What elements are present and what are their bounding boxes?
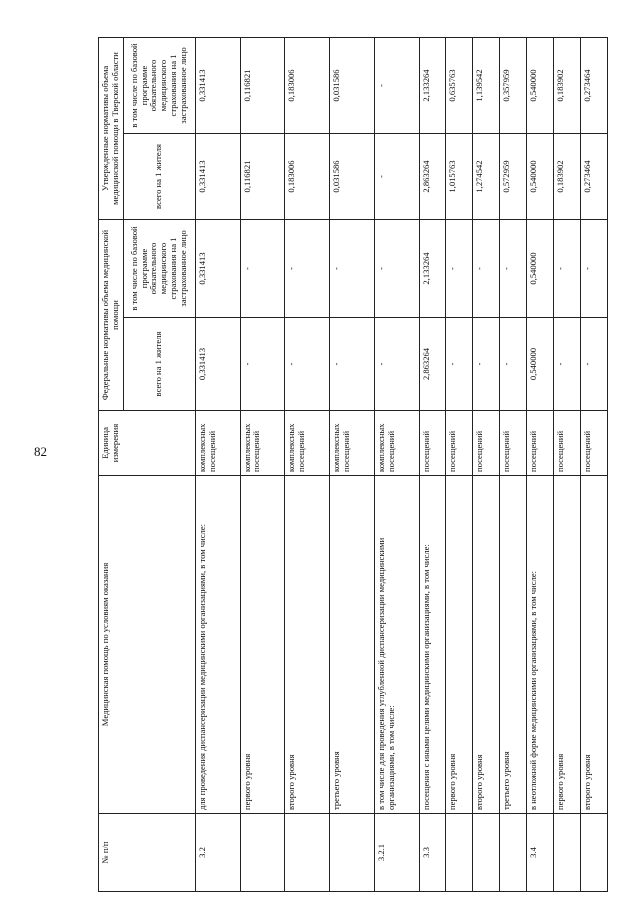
- cell-care: второго уровня: [581, 476, 608, 814]
- cell-reg-oms: 1,139542: [473, 38, 500, 134]
- cell-reg-oms: 0,331413: [195, 38, 240, 134]
- cell-unit: комплексных посещений: [374, 411, 419, 476]
- cell-unit: комплексных посещений: [285, 411, 330, 476]
- table-row: [195, 38, 240, 892]
- cell-unit: посещений: [500, 411, 527, 476]
- cell-fed-total: -: [500, 318, 527, 411]
- table-row: [500, 38, 527, 892]
- table-row: [419, 38, 446, 892]
- cell-care: первого уровня: [554, 476, 581, 814]
- header-reg-per-insured: в том числе по базовой программе обязательного медицинского страхования на 1 застрахованное лицо: [123, 38, 195, 134]
- cell-fed-oms: -: [374, 220, 419, 318]
- cell-unit: посещений: [554, 411, 581, 476]
- header-unit: Единица измерения: [99, 411, 196, 476]
- cell-fed-oms: -: [554, 220, 581, 318]
- cell-reg-oms: 0,031586: [330, 38, 375, 134]
- cell-fed-total: -: [581, 318, 608, 411]
- cell-no: 3.2: [195, 814, 240, 892]
- cell-reg-total: 1,015763: [446, 134, 473, 220]
- cell-no: 3.3: [419, 814, 446, 892]
- table-row: [285, 38, 330, 892]
- cell-reg-oms: -: [374, 38, 419, 134]
- cell-reg-total: 0,031586: [330, 134, 375, 220]
- cell-reg-oms: 0,183006: [285, 38, 330, 134]
- cell-reg-oms: 0,116821: [240, 38, 285, 134]
- rotated-table-wrapper: [98, 38, 608, 892]
- table-row: [330, 38, 375, 892]
- header-fed-per-insured: в том числе по базовой программе обязательного медицинского страхования на 1 застрахованное лицо: [123, 220, 195, 318]
- cell-fed-total: -: [374, 318, 419, 411]
- cell-care: первого уровня: [446, 476, 473, 814]
- document-sheet: [98, 38, 608, 892]
- header-care: Медицинская помощь по условиям оказания: [99, 476, 196, 814]
- cell-fed-oms: -: [240, 220, 285, 318]
- table-row: [527, 38, 554, 892]
- cell-reg-total: 1,274542: [473, 134, 500, 220]
- header-row-1: [99, 38, 124, 892]
- cell-reg-total: 0,331413: [195, 134, 240, 220]
- cell-fed-oms: -: [330, 220, 375, 318]
- header-no: № п/п: [99, 814, 196, 892]
- cell-unit: посещений: [527, 411, 554, 476]
- cell-fed-oms: -: [285, 220, 330, 318]
- cell-no: [446, 814, 473, 892]
- cell-care: в неотложной форме медицинскими организациями, в том числе:: [527, 476, 554, 814]
- cell-reg-oms: 0,183902: [554, 38, 581, 134]
- cell-unit: комплексных посещений: [195, 411, 240, 476]
- cell-care: в том числе для проведения углубленной диспансеризации медицинскими организациями, в том числе:: [374, 476, 419, 814]
- cell-reg-total: 0,273464: [581, 134, 608, 220]
- cell-care: второго уровня: [285, 476, 330, 814]
- cell-fed-oms: 2,133264: [419, 220, 446, 318]
- table-body: [195, 38, 607, 892]
- cell-care: второго уровня: [473, 476, 500, 814]
- cell-fed-total: -: [330, 318, 375, 411]
- cell-reg-total: -: [374, 134, 419, 220]
- cell-fed-oms: -: [446, 220, 473, 318]
- cell-fed-total: -: [446, 318, 473, 411]
- cell-no: [500, 814, 527, 892]
- cell-no: [330, 814, 375, 892]
- cell-reg-total: 2,863264: [419, 134, 446, 220]
- cell-care: первого уровня: [240, 476, 285, 814]
- cell-no: 3.4: [527, 814, 554, 892]
- cell-fed-oms: -: [473, 220, 500, 318]
- cell-no: [240, 814, 285, 892]
- cell-unit: посещений: [419, 411, 446, 476]
- cell-reg-total: 0,116821: [240, 134, 285, 220]
- cell-reg-oms: 0,273464: [581, 38, 608, 134]
- cell-fed-total: 0,540000: [527, 318, 554, 411]
- cell-care: для проведения диспансеризации медицинскими организациями, в том числе:: [195, 476, 240, 814]
- cell-fed-oms: -: [500, 220, 527, 318]
- cell-unit: посещений: [473, 411, 500, 476]
- cell-no: [285, 814, 330, 892]
- header-fed-per-resident: всего на 1 жителя: [123, 318, 195, 411]
- table-row: [473, 38, 500, 892]
- cell-fed-total: -: [554, 318, 581, 411]
- cell-reg-total: 0,183006: [285, 134, 330, 220]
- cell-reg-total: 0,572959: [500, 134, 527, 220]
- cell-care: третьего уровня: [330, 476, 375, 814]
- table-row: [240, 38, 285, 892]
- header-regional-group: Утвержденные нормативы объема медицинской помощи в Тверской области: [99, 38, 124, 220]
- cell-unit: комплексных посещений: [240, 411, 285, 476]
- cell-fed-total: -: [240, 318, 285, 411]
- cell-no: [473, 814, 500, 892]
- cell-fed-oms: 0,331413: [195, 220, 240, 318]
- cell-fed-total: -: [473, 318, 500, 411]
- header-reg-per-resident: всего на 1 жителя: [123, 134, 195, 220]
- table-row: [554, 38, 581, 892]
- standards-table: [98, 37, 608, 892]
- table-row: [581, 38, 608, 892]
- cell-no: 3.2.1: [374, 814, 419, 892]
- cell-reg-oms: 0,635763: [446, 38, 473, 134]
- cell-reg-oms: 0,540000: [527, 38, 554, 134]
- cell-unit: посещений: [446, 411, 473, 476]
- cell-reg-oms: 0,357959: [500, 38, 527, 134]
- cell-care: третьего уровня: [500, 476, 527, 814]
- cell-fed-oms: -: [581, 220, 608, 318]
- cell-no: [554, 814, 581, 892]
- cell-no: [581, 814, 608, 892]
- cell-fed-total: 0,331413: [195, 318, 240, 411]
- cell-care: посещения с иными целями медицинскими организациями, в том числе:: [419, 476, 446, 814]
- cell-unit: комплексных посещений: [330, 411, 375, 476]
- table-row: [374, 38, 419, 892]
- cell-fed-oms: 0,540000: [527, 220, 554, 318]
- cell-reg-oms: 2,133264: [419, 38, 446, 134]
- cell-fed-total: -: [285, 318, 330, 411]
- cell-unit: посещений: [581, 411, 608, 476]
- cell-fed-total: 2,863264: [419, 318, 446, 411]
- table-row: [446, 38, 473, 892]
- header-federal-group: Федеральные нормативы объема медицинской помощи: [99, 220, 124, 411]
- page-number: 82: [34, 444, 47, 459]
- cell-reg-total: 0,183902: [554, 134, 581, 220]
- cell-reg-total: 0,540000: [527, 134, 554, 220]
